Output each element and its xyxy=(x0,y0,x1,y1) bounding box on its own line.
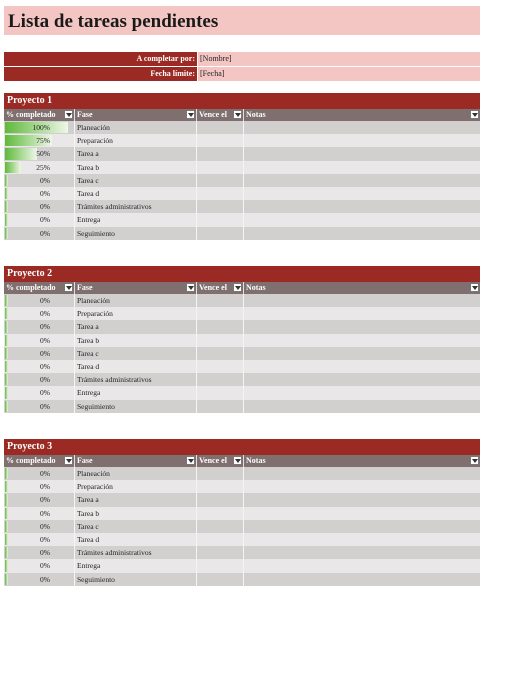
notes-cell[interactable] xyxy=(244,520,480,533)
percent-value: 0% xyxy=(40,548,50,558)
percent-cell[interactable] xyxy=(4,347,75,360)
percent-value: 0% xyxy=(40,309,50,319)
percent-cell[interactable] xyxy=(4,320,75,333)
percent-cell[interactable] xyxy=(4,520,75,533)
percent-cell[interactable] xyxy=(4,400,75,413)
progress-bar xyxy=(5,534,8,545)
phase-cell[interactable]: Tarea a xyxy=(75,320,197,333)
percent-cell[interactable] xyxy=(4,307,75,320)
project-table xyxy=(4,93,480,240)
notes-cell[interactable] xyxy=(244,493,480,506)
progress-bar xyxy=(5,547,8,558)
table-row xyxy=(4,320,480,333)
progress-bar xyxy=(5,335,8,346)
percent-cell[interactable] xyxy=(4,467,75,480)
percent-value: 0% xyxy=(40,322,50,332)
percent-value: 25% xyxy=(36,162,50,172)
column-header xyxy=(4,455,75,467)
column-header xyxy=(75,282,197,294)
percent-value: 75% xyxy=(36,136,50,146)
column-header-label: Vence el xyxy=(199,456,227,465)
progress-bar xyxy=(5,148,37,159)
phase-cell[interactable]: Tarea c xyxy=(75,520,197,533)
phase-cell[interactable]: Tarea b xyxy=(75,161,197,174)
table-row xyxy=(4,294,480,307)
phase-cell[interactable]: Preparación xyxy=(75,480,197,493)
due-date-cell[interactable] xyxy=(197,294,244,307)
phase-cell[interactable]: Planeación xyxy=(75,121,197,134)
due-date-cell[interactable] xyxy=(197,334,244,347)
percent-cell[interactable] xyxy=(4,187,75,200)
column-header-label: % completado xyxy=(6,456,56,465)
due-date-cell[interactable] xyxy=(197,227,244,240)
percent-cell[interactable] xyxy=(4,573,75,586)
percent-value: 0% xyxy=(40,175,50,185)
percent-cell[interactable] xyxy=(4,373,75,386)
column-header xyxy=(244,282,480,294)
notes-cell[interactable] xyxy=(244,347,480,360)
percent-cell[interactable] xyxy=(4,147,75,160)
percent-value: 0% xyxy=(40,401,50,411)
percent-cell[interactable] xyxy=(4,360,75,373)
column-header-label: % completado xyxy=(6,283,56,292)
phase-cell[interactable]: Entrega xyxy=(75,213,197,226)
notes-cell[interactable] xyxy=(244,360,480,373)
due-date-cell[interactable] xyxy=(197,161,244,174)
notes-cell[interactable] xyxy=(244,161,480,174)
phase-cell[interactable]: Tarea c xyxy=(75,174,197,187)
notes-cell[interactable] xyxy=(244,174,480,187)
table-row xyxy=(4,227,480,240)
percent-cell[interactable] xyxy=(4,480,75,493)
percent-cell[interactable] xyxy=(4,200,75,213)
column-header-label: Notas xyxy=(246,110,266,119)
percent-value: 0% xyxy=(40,202,50,212)
table-row xyxy=(4,507,480,520)
notes-cell[interactable] xyxy=(244,320,480,333)
due-date-cell[interactable] xyxy=(197,121,244,134)
percent-value: 0% xyxy=(40,348,50,358)
percent-cell[interactable] xyxy=(4,386,75,399)
phase-cell[interactable]: Tarea d xyxy=(75,533,197,546)
filter-dropdown-icon[interactable] xyxy=(64,456,73,465)
phase-cell[interactable]: Trámites administrativos xyxy=(75,200,197,213)
percent-cell[interactable] xyxy=(4,507,75,520)
percent-value: 0% xyxy=(40,508,50,518)
table-row xyxy=(4,533,480,546)
filter-dropdown-icon[interactable] xyxy=(186,456,195,465)
notes-cell[interactable] xyxy=(244,307,480,320)
percent-cell[interactable] xyxy=(4,533,75,546)
percent-cell[interactable] xyxy=(4,134,75,147)
percent-cell[interactable] xyxy=(4,493,75,506)
project-table xyxy=(4,439,480,586)
progress-bar xyxy=(5,521,8,532)
phase-cell[interactable]: Entrega xyxy=(75,386,197,399)
filter-dropdown-icon[interactable] xyxy=(186,110,195,119)
notes-cell[interactable] xyxy=(244,573,480,586)
due-date-cell[interactable] xyxy=(197,533,244,546)
filter-dropdown-icon[interactable] xyxy=(64,283,73,292)
notes-cell[interactable] xyxy=(244,373,480,386)
due-date-cell[interactable] xyxy=(197,347,244,360)
due-date-cell[interactable] xyxy=(197,546,244,559)
project-title[interactable]: Proyecto 3 xyxy=(4,439,480,455)
progress-bar xyxy=(5,308,8,319)
phase-cell[interactable]: Tarea a xyxy=(75,493,197,506)
due-date-cell[interactable] xyxy=(197,559,244,572)
table-row xyxy=(4,360,480,373)
phase-cell[interactable]: Seguimiento xyxy=(75,573,197,586)
phase-cell[interactable]: Entrega xyxy=(75,559,197,572)
percent-value: 0% xyxy=(40,388,50,398)
column-header xyxy=(75,109,197,121)
progress-bar xyxy=(5,175,8,186)
table-row xyxy=(4,386,480,399)
complete-by-value[interactable]: [Nombre] xyxy=(197,52,480,66)
percent-value: 0% xyxy=(40,215,50,225)
notes-cell[interactable] xyxy=(244,546,480,559)
notes-cell[interactable] xyxy=(244,213,480,226)
deadline-row xyxy=(4,67,480,81)
table-row xyxy=(4,187,480,200)
percent-value: 0% xyxy=(40,469,50,478)
column-header xyxy=(75,455,197,467)
column-header xyxy=(4,282,75,294)
column-header-label: Fase xyxy=(77,110,93,119)
due-date-cell[interactable] xyxy=(197,400,244,413)
project-title[interactable]: Proyecto 1 xyxy=(4,93,480,109)
phase-cell[interactable]: Tarea c xyxy=(75,347,197,360)
table-row xyxy=(4,334,480,347)
phase-cell[interactable]: Seguimiento xyxy=(75,227,197,240)
table-row xyxy=(4,213,480,226)
percent-value: 0% xyxy=(40,482,50,492)
phase-cell[interactable]: Tarea d xyxy=(75,360,197,373)
notes-cell[interactable] xyxy=(244,121,480,134)
filter-dropdown-icon[interactable] xyxy=(470,110,479,119)
column-header-label: Fase xyxy=(77,456,93,465)
progress-bar xyxy=(5,321,8,332)
filter-dropdown-icon[interactable] xyxy=(233,456,242,465)
column-header-label: Notas xyxy=(246,283,266,292)
phase-cell[interactable]: Trámites administrativos xyxy=(75,546,197,559)
notes-cell[interactable] xyxy=(244,400,480,413)
due-date-cell[interactable] xyxy=(197,213,244,226)
progress-bar xyxy=(5,401,8,412)
percent-value: 0% xyxy=(40,534,50,544)
progress-bar xyxy=(5,508,8,519)
progress-bar xyxy=(5,374,8,385)
percent-cell[interactable] xyxy=(4,161,75,174)
notes-cell[interactable] xyxy=(244,200,480,213)
phase-cell[interactable]: Tarea b xyxy=(75,507,197,520)
table-row xyxy=(4,307,480,320)
table-row xyxy=(4,373,480,386)
column-header-row xyxy=(4,282,480,294)
percent-value: 0% xyxy=(40,361,50,371)
phase-cell[interactable]: Preparación xyxy=(75,307,197,320)
percent-cell[interactable] xyxy=(4,334,75,347)
table-row xyxy=(4,174,480,187)
filter-dropdown-icon[interactable] xyxy=(64,110,73,119)
due-date-cell[interactable] xyxy=(197,480,244,493)
phase-cell[interactable]: Preparación xyxy=(75,134,197,147)
complete-by-label: A completar por: xyxy=(4,52,197,66)
project-title[interactable]: Proyecto 2 xyxy=(4,266,480,282)
notes-cell[interactable] xyxy=(244,386,480,399)
column-header xyxy=(197,455,244,467)
progress-bar xyxy=(5,162,21,173)
column-header xyxy=(244,455,480,467)
page-title[interactable]: Lista de tareas pendientes xyxy=(8,11,219,32)
table-row xyxy=(4,493,480,506)
table-row xyxy=(4,200,480,213)
percent-value: 0% xyxy=(40,495,50,505)
percent-value: 0% xyxy=(40,296,50,305)
progress-bar xyxy=(5,574,8,585)
notes-cell[interactable] xyxy=(244,134,480,147)
percent-value: 100% xyxy=(32,123,50,132)
table-row xyxy=(4,400,480,413)
due-date-cell[interactable] xyxy=(197,200,244,213)
table-row xyxy=(4,134,480,147)
phase-cell[interactable]: Planeación xyxy=(75,294,197,307)
due-date-cell[interactable] xyxy=(197,373,244,386)
column-header xyxy=(4,109,75,121)
percent-value: 0% xyxy=(40,228,50,238)
due-date-cell[interactable] xyxy=(197,520,244,533)
phase-cell[interactable]: Trámites administrativos xyxy=(75,373,197,386)
percent-cell[interactable] xyxy=(4,213,75,226)
percent-cell[interactable] xyxy=(4,174,75,187)
due-date-cell[interactable] xyxy=(197,493,244,506)
due-date-cell[interactable] xyxy=(197,573,244,586)
percent-cell[interactable] xyxy=(4,559,75,572)
due-date-cell[interactable] xyxy=(197,187,244,200)
progress-bar xyxy=(5,214,8,225)
percent-value: 0% xyxy=(40,521,50,531)
percent-value: 0% xyxy=(40,375,50,385)
filter-dropdown-icon[interactable] xyxy=(470,283,479,292)
phase-cell[interactable]: Tarea b xyxy=(75,334,197,347)
notes-cell[interactable] xyxy=(244,294,480,307)
table-row xyxy=(4,147,480,160)
due-date-cell[interactable] xyxy=(197,360,244,373)
notes-cell[interactable] xyxy=(244,533,480,546)
column-header-label: % completado xyxy=(6,110,56,119)
progress-bar xyxy=(5,188,8,199)
progress-bar xyxy=(5,468,8,479)
table-row xyxy=(4,573,480,586)
progress-bar xyxy=(5,361,8,372)
percent-value: 50% xyxy=(36,149,50,159)
table-row xyxy=(4,546,480,559)
column-header xyxy=(197,109,244,121)
progress-bar xyxy=(5,228,8,239)
project-table xyxy=(4,266,480,413)
percent-cell[interactable] xyxy=(4,121,75,134)
table-row xyxy=(4,520,480,533)
progress-bar xyxy=(5,295,8,306)
column-header-row xyxy=(4,109,480,121)
progress-bar xyxy=(5,494,8,505)
notes-cell[interactable] xyxy=(244,187,480,200)
phase-cell[interactable]: Tarea d xyxy=(75,187,197,200)
due-date-cell[interactable] xyxy=(197,174,244,187)
column-header-label: Fase xyxy=(77,283,93,292)
title-bar xyxy=(4,6,480,35)
due-date-cell[interactable] xyxy=(197,507,244,520)
table-row xyxy=(4,559,480,572)
table-row xyxy=(4,467,480,480)
column-header-label: Vence el xyxy=(199,283,227,292)
percent-cell[interactable] xyxy=(4,227,75,240)
progress-bar xyxy=(5,387,8,398)
column-header-label: Vence el xyxy=(199,110,227,119)
notes-cell[interactable] xyxy=(244,559,480,572)
filter-dropdown-icon[interactable] xyxy=(233,283,242,292)
notes-cell[interactable] xyxy=(244,227,480,240)
due-date-cell[interactable] xyxy=(197,386,244,399)
due-date-cell[interactable] xyxy=(197,134,244,147)
percent-value: 0% xyxy=(40,574,50,584)
notes-cell[interactable] xyxy=(244,334,480,347)
phase-cell[interactable]: Planeación xyxy=(75,467,197,480)
percent-cell[interactable] xyxy=(4,294,75,307)
column-header-label: Notas xyxy=(246,456,266,465)
percent-value: 0% xyxy=(40,335,50,345)
table-row xyxy=(4,347,480,360)
table-row xyxy=(4,121,480,134)
deadline-value[interactable]: [Fecha] xyxy=(197,67,480,81)
progress-bar xyxy=(5,348,8,359)
column-header-row xyxy=(4,455,480,467)
filter-dropdown-icon[interactable] xyxy=(233,110,242,119)
column-header xyxy=(197,282,244,294)
phase-cell[interactable]: Seguimiento xyxy=(75,400,197,413)
due-date-cell[interactable] xyxy=(197,307,244,320)
filter-dropdown-icon[interactable] xyxy=(186,283,195,292)
notes-cell[interactable] xyxy=(244,480,480,493)
due-date-cell[interactable] xyxy=(197,147,244,160)
notes-cell[interactable] xyxy=(244,507,480,520)
phase-cell[interactable]: Tarea a xyxy=(75,147,197,160)
complete-by-row xyxy=(4,52,480,66)
percent-value: 0% xyxy=(40,188,50,198)
notes-cell[interactable] xyxy=(244,467,480,480)
table-row xyxy=(4,480,480,493)
progress-bar xyxy=(5,560,8,571)
progress-bar xyxy=(5,481,8,492)
deadline-label: Fecha límite: xyxy=(4,67,197,81)
due-date-cell[interactable] xyxy=(197,467,244,480)
percent-cell[interactable] xyxy=(4,546,75,559)
notes-cell[interactable] xyxy=(244,147,480,160)
column-header xyxy=(244,109,480,121)
due-date-cell[interactable] xyxy=(197,320,244,333)
progress-bar xyxy=(5,201,8,212)
table-row xyxy=(4,161,480,174)
filter-dropdown-icon[interactable] xyxy=(470,456,479,465)
percent-value: 0% xyxy=(40,561,50,571)
